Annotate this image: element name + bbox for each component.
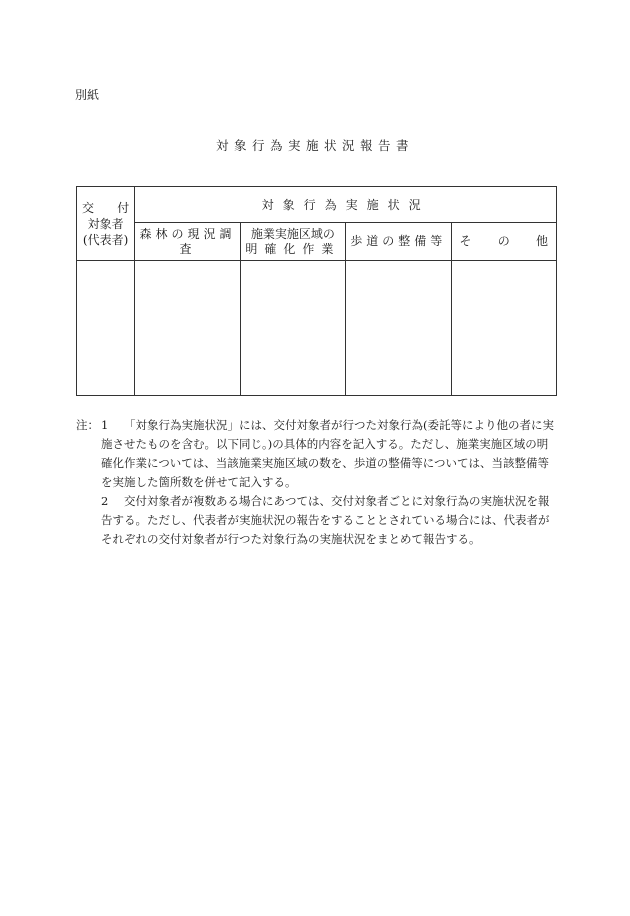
- recipient-cell: [77, 261, 135, 396]
- note-text: 「対象行為実施状況」には、交付対象者が行つた対象行為(委託等により他の者に実施させたものを含む。以下同じ。)の具体的内容を記入する。ただし、施業実施区域の明確化作業については、当該施業実施区域の数を、歩道の整備等については、当該整備等を実施した箇所数を併せて記入する。: [101, 418, 554, 489]
- column-header-line: 施業実施区域の: [250, 226, 335, 241]
- recipient-header-char1: 交: [82, 200, 95, 215]
- notes: [76, 416, 556, 549]
- recipient-header-cell: [77, 187, 135, 261]
- column-header-path-maintenance: [346, 223, 451, 261]
- note-number: 2: [101, 494, 109, 508]
- column-header-forest-survey: [135, 223, 240, 261]
- area-clarification-cell: [240, 261, 345, 396]
- note-text: 交付対象者が複数ある場合にあつては、交付対象者ごとに対象行為の実施状況を報告する。ただし、代表者が実施状況の報告をすることとされている場合には、代表者がそれぞれの交付対象者が行つた対象行為の実施状況をまとめて報告する。: [101, 494, 550, 546]
- column-header-line: 森林の現況調査: [139, 226, 236, 256]
- recipient-header-line3: (代表者): [82, 232, 129, 247]
- column-header-other: [451, 223, 557, 261]
- column-header-line: 歩道の整備等: [350, 234, 447, 248]
- report-table: [76, 186, 557, 396]
- other-cell: [451, 261, 557, 396]
- column-header-line: [452, 234, 557, 249]
- column-header-char: そ: [459, 234, 472, 248]
- document-title: 対象行為実施状況報告書: [215, 138, 414, 153]
- forest-survey-cell: [135, 261, 240, 396]
- column-header-area-clarification: [240, 223, 345, 261]
- recipient-header-char2: 付: [117, 200, 130, 215]
- note-item-1: [76, 416, 556, 492]
- note-number: 1: [101, 418, 109, 432]
- table-row: [77, 261, 557, 396]
- column-header-char: 他: [535, 234, 548, 248]
- recipient-header-line2: 対象者: [87, 216, 124, 231]
- acts-header-cell: 対象行為実施状況: [135, 187, 557, 223]
- column-header-line: 明確化作業: [245, 241, 341, 256]
- notes-prefix: 注：: [76, 418, 99, 432]
- page-label: 別紙: [75, 88, 100, 102]
- recipient-header-line1: [77, 200, 134, 216]
- path-maintenance-cell: [346, 261, 451, 396]
- note-item-2: [76, 492, 556, 549]
- column-header-char: の: [497, 234, 510, 248]
